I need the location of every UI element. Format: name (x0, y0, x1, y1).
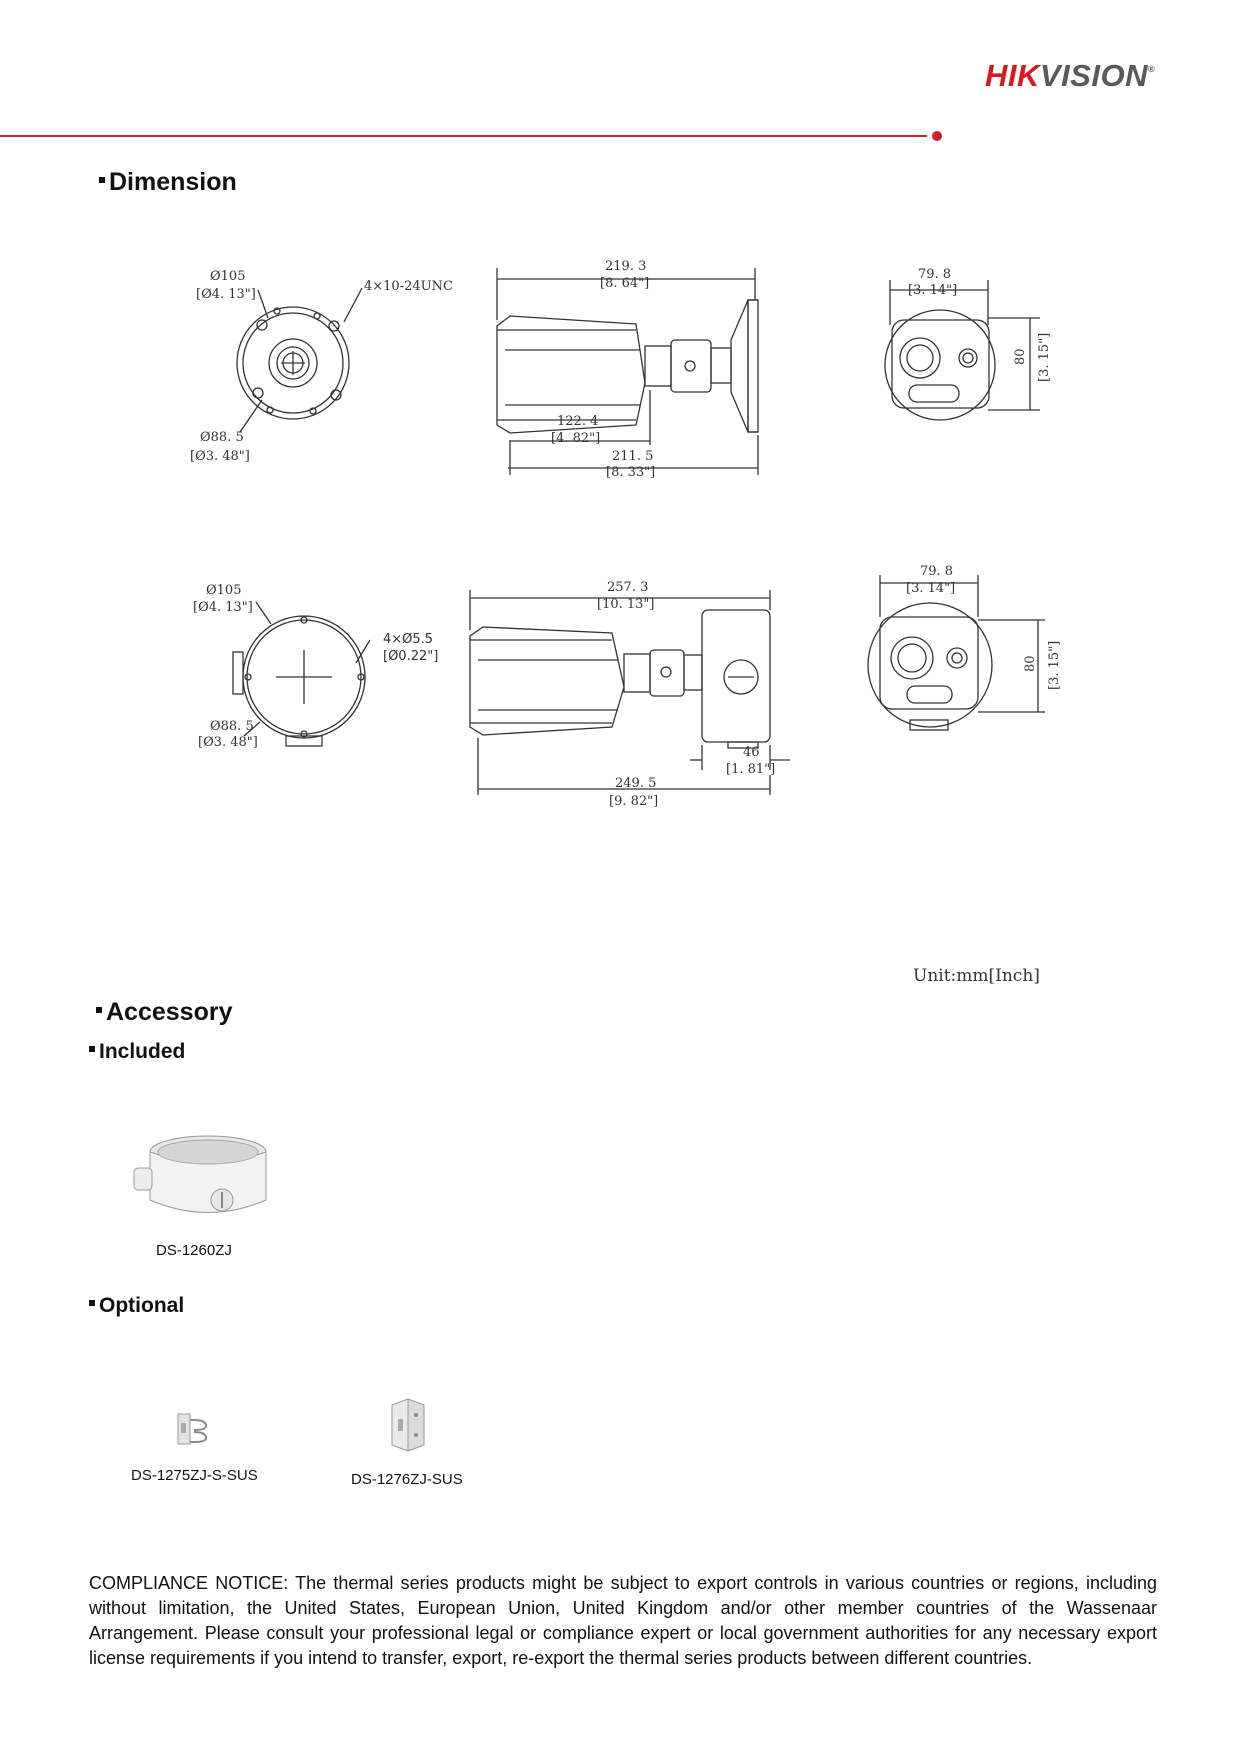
accessory-heading: Accessory (96, 998, 232, 1027)
dim-label: [9. 82"] (609, 794, 659, 809)
accessory-model-caption: DS-1275ZJ-S-SUS (131, 1467, 258, 1484)
dim-label: [3. 15"] (1047, 640, 1062, 690)
dimension-heading: Dimension (99, 168, 237, 197)
dim-label: [4. 82"] (551, 431, 601, 446)
dim-label: [10. 13"] (597, 597, 655, 612)
included-heading: Included (89, 1040, 185, 1064)
camera-side-drawing-top (497, 268, 758, 475)
junction-box-DS-1260ZJ-image (128, 1130, 278, 1230)
compliance-notice: COMPLIANCE NOTICE: The thermal series products might be subject to export controls in various countries or regions, including without limitation, the United States, European Union, United Kingdom and/or other member countries of the Wassenaar Arrangement. Please consult your professional legal or compliance expert or local government authorities for any necessary export license requirements if you intend to transfer, export, re-export the thermal series products between different countries. (89, 1573, 1157, 1668)
dim-label: [Ø3. 48"] (198, 735, 258, 750)
dim-label: [3. 14"] (906, 581, 956, 596)
dim-label: [1. 81"] (726, 762, 776, 777)
dim-label: 211. 5 (612, 449, 654, 464)
corner-mount-DS-1276ZJ-SUS-image (384, 1395, 434, 1457)
camera-front-drawing-bottom (868, 575, 1045, 730)
dim-label: 80 (1013, 348, 1028, 365)
dim-label: [8. 33"] (606, 465, 656, 480)
dim-label: Ø105 (206, 583, 242, 598)
dim-label: 257. 3 (607, 580, 649, 595)
dim-label: [Ø0.22"] (383, 649, 439, 664)
dim-label: [Ø3. 48"] (190, 449, 250, 464)
optional-heading: Optional (89, 1294, 184, 1318)
dim-label: [Ø4. 13"] (193, 600, 253, 615)
dim-label: [Ø4. 13"] (196, 287, 256, 302)
hikvision-logo: HIKVISION® (985, 58, 1156, 93)
dim-label: [3. 15"] (1037, 332, 1052, 382)
dim-label: 249. 5 (615, 776, 657, 791)
dim-label: 4×Ø5.5 (383, 632, 434, 647)
mount-plate-drawing (237, 288, 362, 432)
pole-mount-DS-1275ZJ-S-SUS-image (172, 1408, 222, 1454)
dim-label: 4×10-24UNC (364, 279, 453, 294)
dim-label: 46 (743, 745, 760, 760)
dim-label: Ø88. 5 (210, 719, 254, 734)
dim-label: 79. 8 (918, 267, 952, 282)
dim-label: 122. 4 (557, 414, 599, 429)
dim-label: Ø105 (210, 269, 246, 284)
dim-label: 80 (1023, 655, 1038, 672)
dim-label: [8. 64"] (600, 276, 650, 291)
accessory-model-caption: DS-1276ZJ-SUS (351, 1471, 463, 1488)
dim-label: 79. 8 (920, 564, 954, 579)
accessory-model-caption: DS-1260ZJ (156, 1242, 232, 1259)
dim-label: [3. 14"] (908, 283, 958, 298)
unit-note: Unit:mm[Inch] (913, 966, 1040, 986)
dim-label: Ø88. 5 (200, 430, 244, 445)
dim-label: 219. 3 (605, 259, 647, 274)
